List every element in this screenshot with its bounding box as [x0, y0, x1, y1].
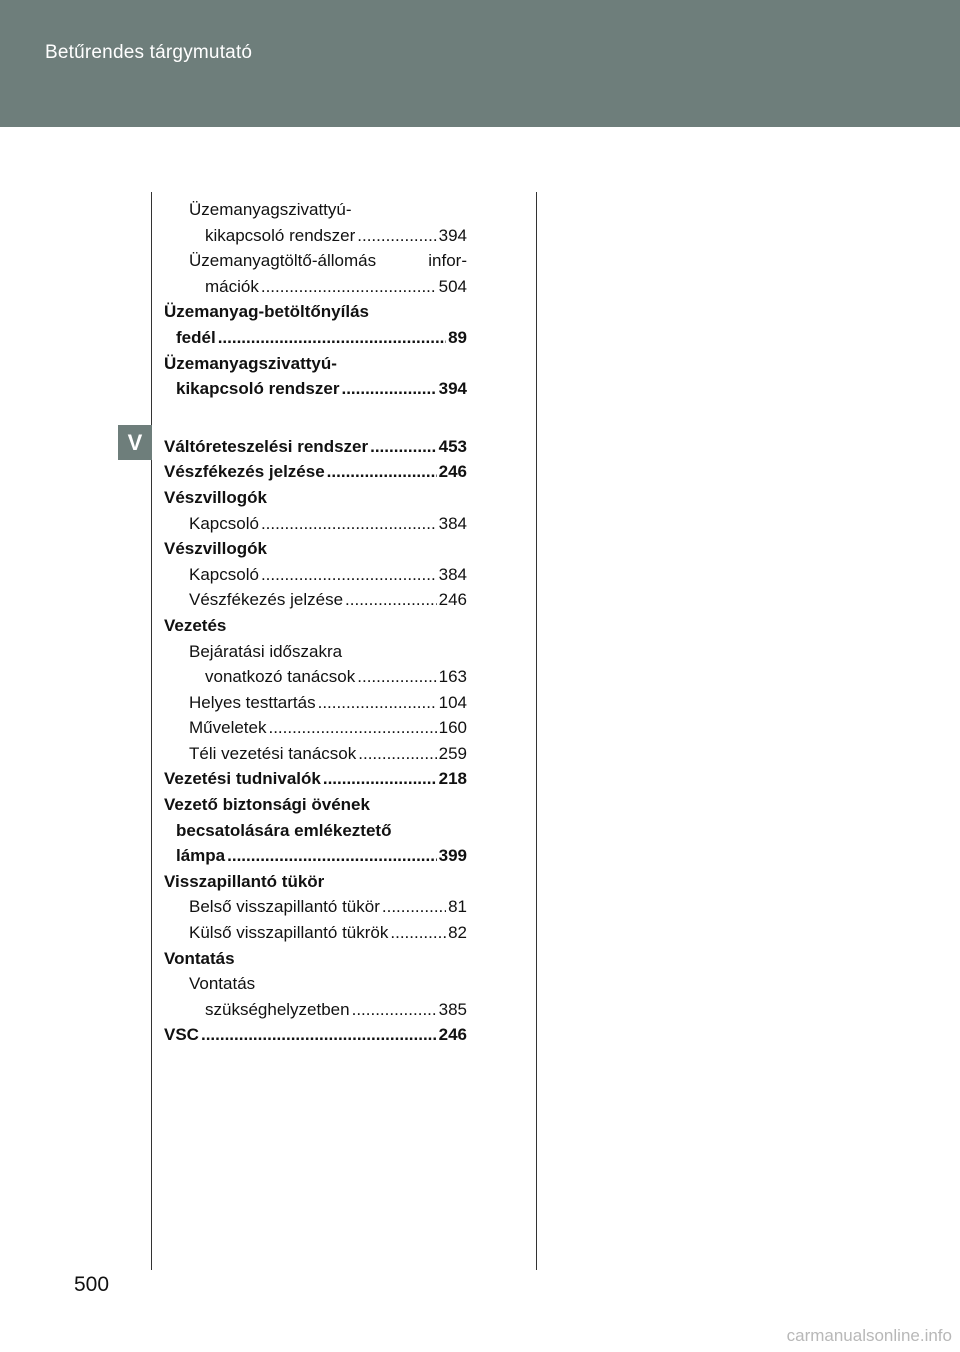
index-entry[interactable]: Helyes testtartás ..... 104: [164, 690, 467, 716]
index-entry[interactable]: Műveletek ..... 160: [164, 715, 467, 741]
page-ref: 394: [438, 225, 467, 245]
page-ref: 394: [438, 379, 467, 399]
page-ref: 81: [448, 897, 467, 917]
index-entry[interactable]: szükséghelyzetben ..... 385: [164, 997, 467, 1023]
index-entry: Üzemanyagtöltő-állomás infor-: [189, 251, 467, 271]
index-entry[interactable]: Külső visszapillantó tükrök ..... 82: [164, 920, 467, 946]
index-column: [164, 197, 467, 1048]
index-entry: Vészvillogók: [164, 487, 267, 507]
page-ref: 384: [438, 564, 467, 584]
index-entry: Vészvillogók: [164, 539, 267, 559]
page-ref: 163: [438, 667, 467, 687]
index-entry[interactable]: Kapcsoló ..... 384: [164, 562, 467, 588]
index-entry: Vontatás: [164, 948, 235, 968]
page-ref: 82: [448, 923, 467, 943]
index-entry: Bejáratási időszakra: [189, 641, 343, 661]
index-entry[interactable]: fedél ..... 89: [164, 325, 467, 351]
index-entry: Visszapillantó tükör: [164, 871, 325, 891]
column-divider-right: [536, 192, 537, 1270]
index-entry[interactable]: Téli vezetési tanácsok ..... 259: [164, 741, 467, 767]
page-ref: 246: [438, 590, 467, 610]
page-ref: 259: [438, 743, 467, 763]
page-ref: 104: [438, 692, 467, 712]
index-entry: Vontatás: [189, 974, 256, 994]
index-entry[interactable]: kikapcsoló rendszer ..... 394: [164, 223, 467, 249]
page-ref: 504: [438, 276, 467, 296]
section-gap: [164, 402, 467, 434]
index-entry[interactable]: mációk ..... 504: [164, 274, 467, 300]
index-entry: Vezetés: [164, 615, 227, 635]
index-entry: Üzemanyagszivattyú-: [189, 200, 352, 219]
page-ref: 453: [438, 436, 467, 456]
page-ref: 246: [438, 462, 467, 482]
section-title: Betűrendes tárgymutató: [45, 42, 253, 63]
index-entry[interactable]: Kapcsoló ..... 384: [164, 511, 467, 537]
page-header: [0, 0, 960, 127]
index-entry: becsatolására emlékeztető: [176, 820, 392, 840]
index-entry[interactable]: Vészfékezés jelzése ..... 246: [164, 587, 467, 613]
page-ref: 385: [438, 999, 467, 1019]
index-entry[interactable]: lámpa ..... 399: [164, 843, 467, 869]
index-entry[interactable]: vonatkozó tanácsok ..... 163: [164, 664, 467, 690]
index-entry[interactable]: kikapcsoló rendszer ..... 394: [164, 376, 467, 402]
page-ref: 160: [438, 718, 467, 738]
page-ref: 246: [438, 1025, 467, 1045]
letter-tab: V: [118, 425, 152, 460]
index-entry[interactable]: Vezetési tudnivalók ..... 218: [164, 766, 467, 792]
index-entry[interactable]: Váltóreteszelési rendszer ..... 453: [164, 434, 467, 460]
index-entry[interactable]: VSC ..... 246: [164, 1022, 467, 1048]
page-ref: 89: [448, 327, 467, 347]
page-ref: 218: [438, 769, 467, 789]
index-entry[interactable]: Belső visszapillantó tükör ..... 81: [164, 894, 467, 920]
index-entry: Vezető biztonsági övének: [164, 795, 370, 815]
page-number: 500: [74, 1273, 110, 1296]
page-ref: 384: [438, 513, 467, 533]
index-entry: Üzemanyag-betöltőnyílás: [164, 302, 369, 322]
index-entry[interactable]: Vészfékezés jelzése ..... 246: [164, 459, 467, 485]
page-ref: 399: [438, 846, 467, 866]
index-entry: Üzemanyagszivattyú-: [164, 353, 337, 373]
watermark-text: carmanualsonline.info: [786, 1326, 952, 1345]
column-divider-left: [151, 192, 152, 1270]
